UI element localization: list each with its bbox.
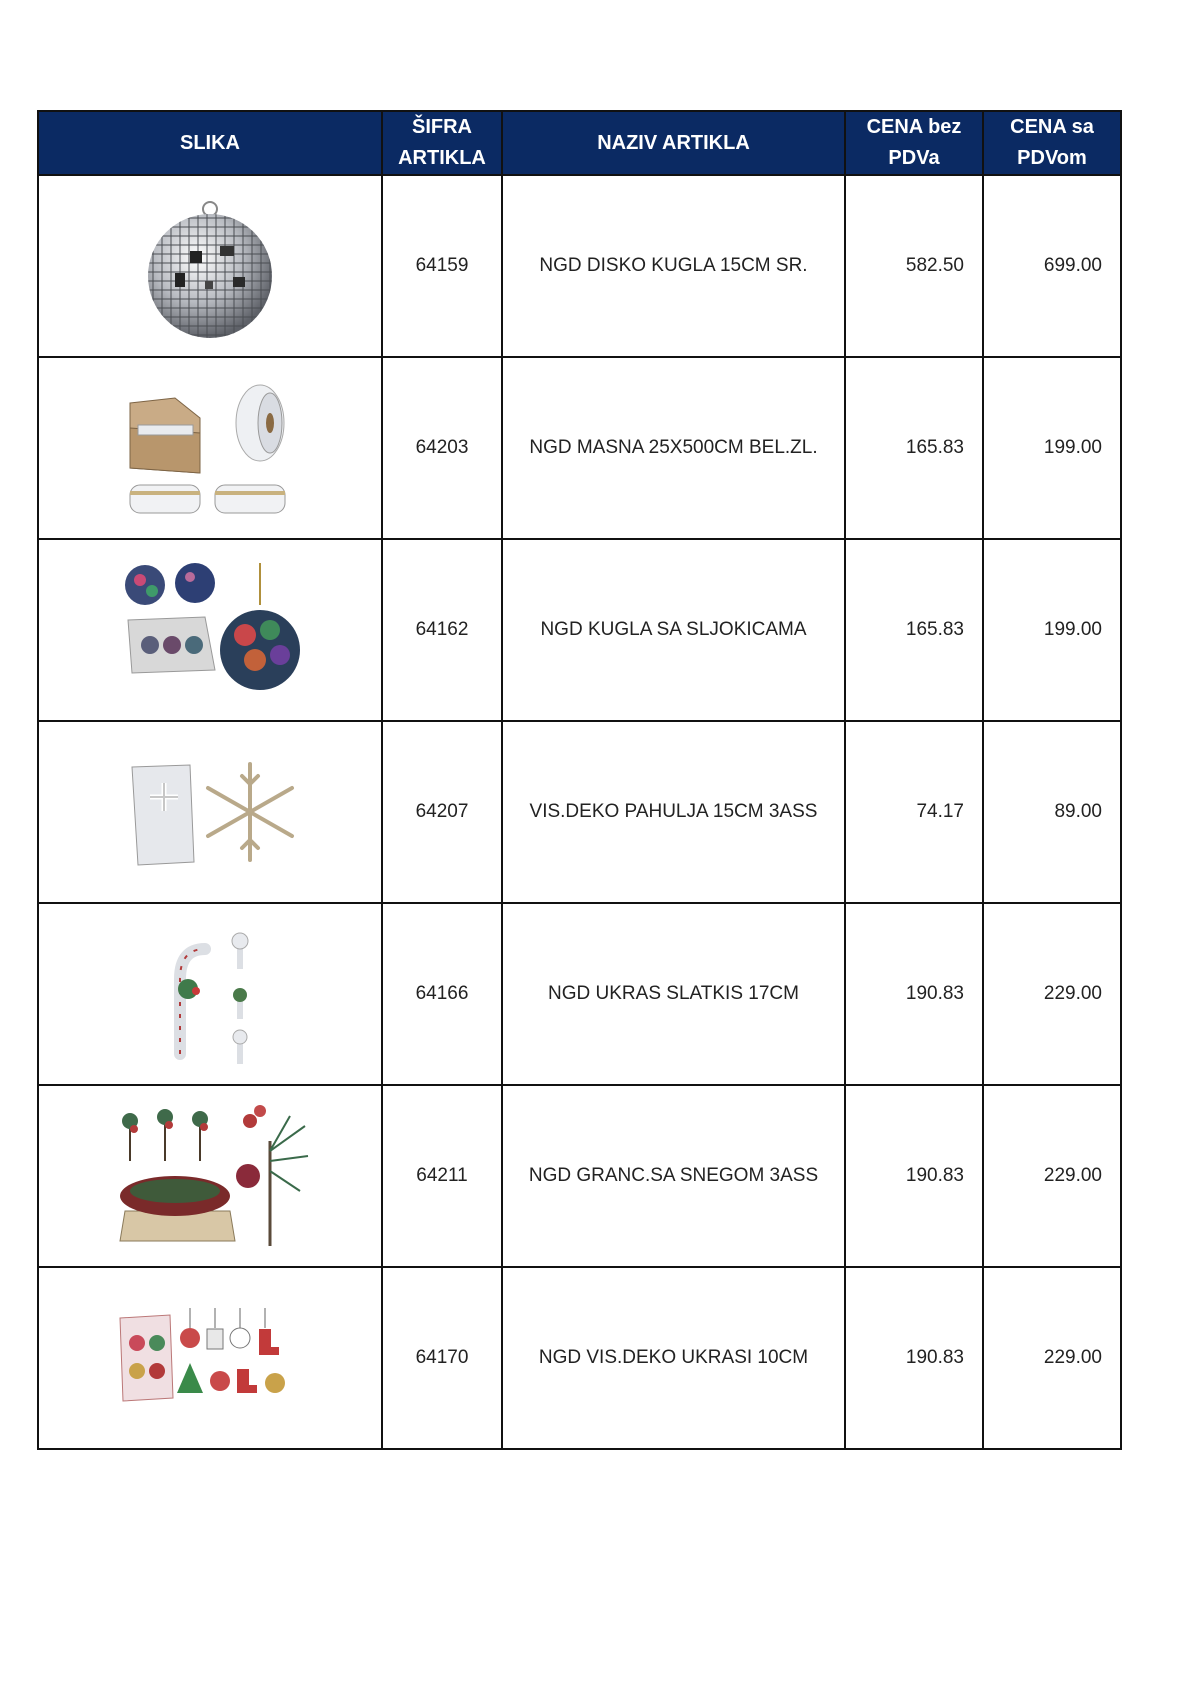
product-image-cell bbox=[38, 1267, 382, 1449]
table-row bbox=[38, 539, 1121, 721]
product-name: NGD VIS.DEKO UKRASI 10CM bbox=[502, 1267, 845, 1449]
product-image-cell bbox=[38, 721, 382, 903]
price-gross: 199.00 bbox=[983, 539, 1121, 721]
header-image: SLIKA bbox=[38, 111, 382, 175]
table-row bbox=[38, 1085, 1121, 1267]
price-net: 165.83 bbox=[845, 539, 983, 721]
product-name: NGD KUGLA SA SLJOKICAMA bbox=[502, 539, 845, 721]
price-gross: 199.00 bbox=[983, 357, 1121, 539]
table-row bbox=[38, 357, 1121, 539]
price-gross: 229.00 bbox=[983, 1267, 1121, 1449]
product-image-cell bbox=[38, 175, 382, 357]
table-header-row bbox=[38, 111, 1121, 175]
product-name: NGD UKRAS SLATKIS 17CM bbox=[502, 903, 845, 1085]
price-gross: 699.00 bbox=[983, 175, 1121, 357]
product-name: NGD GRANC.SA SNEGOM 3ASS bbox=[502, 1085, 845, 1267]
product-name: NGD DISKO KUGLA 15CM SR. bbox=[502, 175, 845, 357]
snowflake-image bbox=[120, 737, 300, 887]
product-image-cell bbox=[38, 903, 382, 1085]
product-code: 64211 bbox=[382, 1085, 502, 1267]
header-price-gross: CENA sa PDVom bbox=[983, 111, 1121, 175]
snowy-branches-image bbox=[110, 1101, 310, 1251]
price-table bbox=[37, 110, 1122, 1450]
header-code: ŠIFRA ARTIKLA bbox=[382, 111, 502, 175]
price-net: 74.17 bbox=[845, 721, 983, 903]
sequin-ornaments-image bbox=[120, 555, 300, 705]
product-image-cell bbox=[38, 357, 382, 539]
price-net: 582.50 bbox=[845, 175, 983, 357]
product-code: 64203 bbox=[382, 357, 502, 539]
product-code: 64166 bbox=[382, 903, 502, 1085]
price-net: 165.83 bbox=[845, 357, 983, 539]
product-code: 64162 bbox=[382, 539, 502, 721]
table-row bbox=[38, 721, 1121, 903]
product-image-cell bbox=[38, 1085, 382, 1267]
table-row bbox=[38, 175, 1121, 357]
product-code: 64170 bbox=[382, 1267, 502, 1449]
price-net: 190.83 bbox=[845, 903, 983, 1085]
hanging-ornaments-image bbox=[115, 1303, 305, 1413]
price-gross: 229.00 bbox=[983, 903, 1121, 1085]
ribbon-rolls-image bbox=[120, 373, 300, 523]
price-gross: 229.00 bbox=[983, 1085, 1121, 1267]
header-price-net: CENA bez PDVa bbox=[845, 111, 983, 175]
price-gross: 89.00 bbox=[983, 721, 1121, 903]
candy-cane-image bbox=[140, 919, 280, 1069]
table-row bbox=[38, 903, 1121, 1085]
product-name: VIS.DEKO PAHULJA 15CM 3ASS bbox=[502, 721, 845, 903]
header-name: NAZIV ARTIKLA bbox=[502, 111, 845, 175]
product-image-cell bbox=[38, 539, 382, 721]
product-code: 64207 bbox=[382, 721, 502, 903]
price-net: 190.83 bbox=[845, 1267, 983, 1449]
table-row bbox=[38, 1267, 1121, 1449]
price-net: 190.83 bbox=[845, 1085, 983, 1267]
disco-ball-image bbox=[135, 191, 285, 341]
product-name: NGD MASNA 25X500CM BEL.ZL. bbox=[502, 357, 845, 539]
product-code: 64159 bbox=[382, 175, 502, 357]
